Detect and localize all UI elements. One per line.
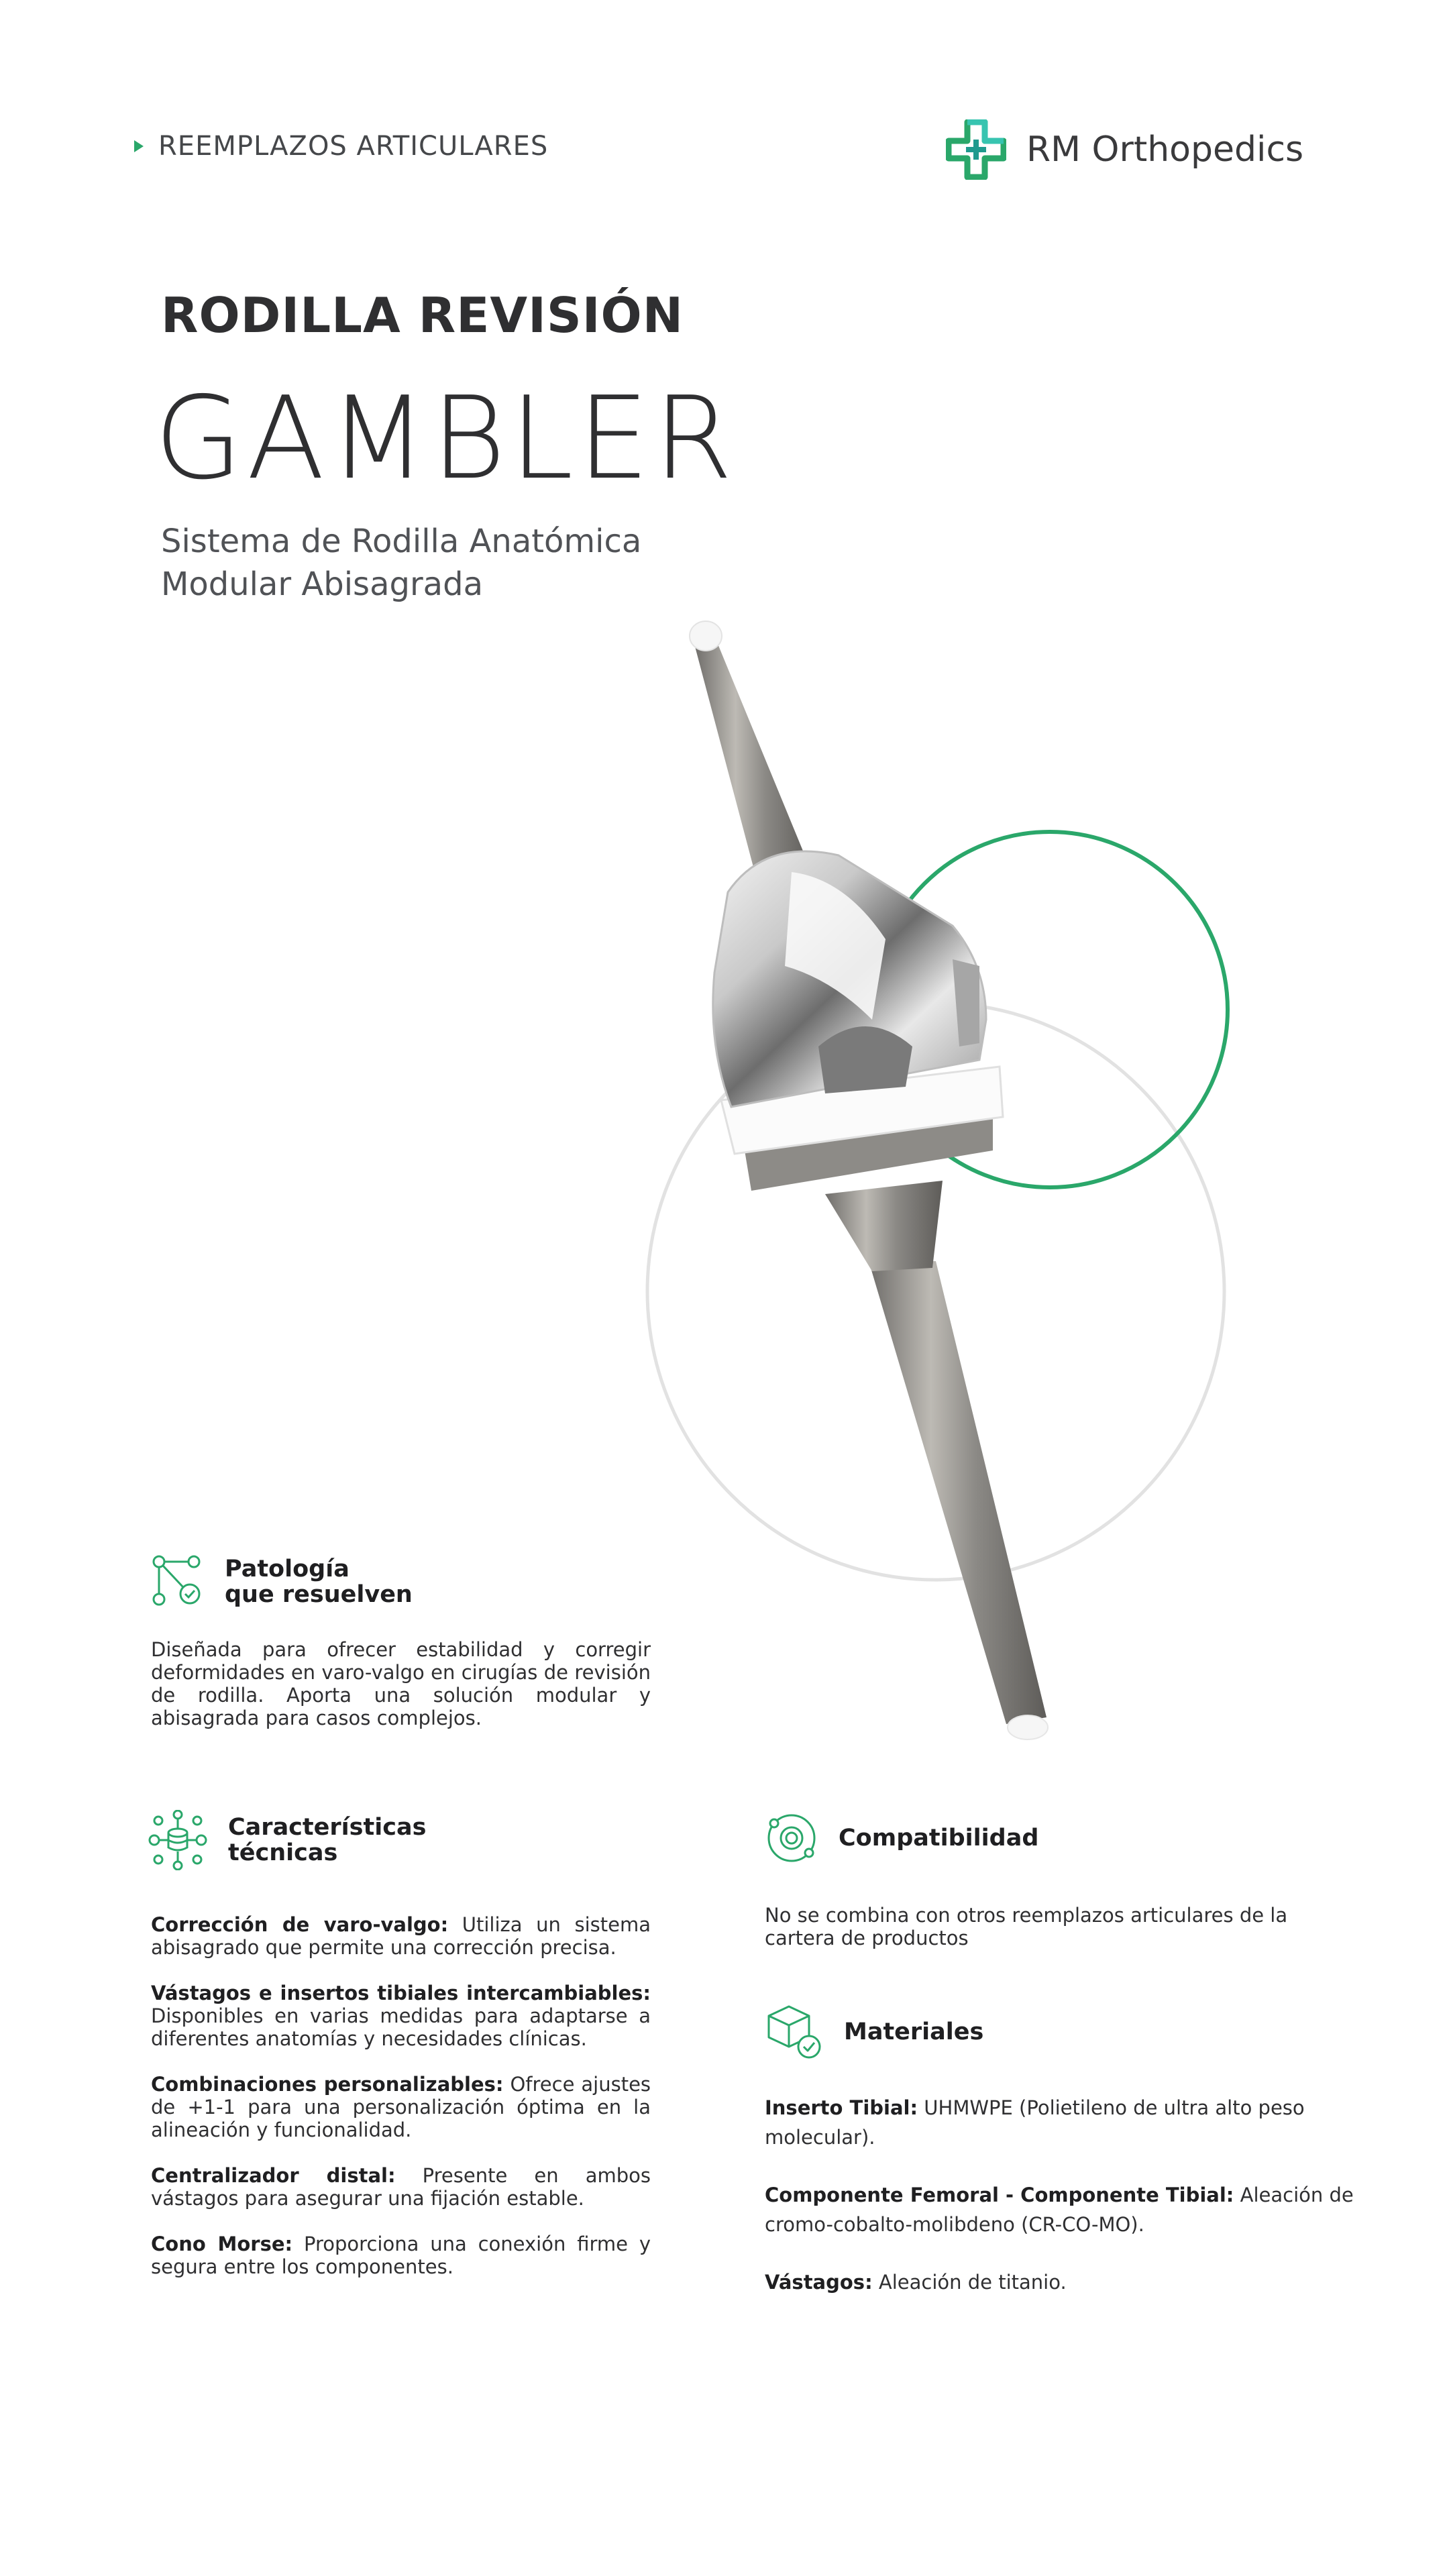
tagline-line: Sistema de Rodilla Anatómica <box>161 523 642 560</box>
material-term: Componente Femoral - Componente Tibial: <box>765 2184 1234 2206</box>
feature-desc: Ofrece ajustes de +1-1 para una personalización óptima en la alineación y funcionalidad. <box>151 2073 651 2141</box>
product-category-title: RODILLA REVISIÓN <box>161 287 684 343</box>
heading-line: Patología <box>225 1556 350 1582</box>
orbit-icon <box>765 1811 818 1865</box>
material-item <box>765 2093 1382 2152</box>
compatibilidad-heading-label: Compatibilidad <box>839 1825 1039 1851</box>
patologia-heading-label <box>225 1556 413 1607</box>
feature-term: Cono Morse: <box>151 2233 293 2255</box>
caracteristicas-list <box>151 1913 651 2301</box>
heading-line: que resuelven <box>225 1581 413 1608</box>
tagline-line: Modular Abisagrada <box>161 566 483 603</box>
compatibilidad-description: No se combina con otros reemplazos articulares de la cartera de productos <box>765 1904 1288 1949</box>
heading-line: Características <box>228 1814 427 1841</box>
category-text: REEMPLAZOS ARTICULARES <box>158 131 549 162</box>
patologia-description: Diseñada para ofrecer estabilidad y corregir deformidades en varo-valgo en cirugías de revisión de rodilla. Aporta una solución modular y abisagrada para casos complejos. <box>151 1638 651 1729</box>
feature-item <box>151 2073 651 2141</box>
feature-item <box>151 1913 651 1959</box>
box-check-icon <box>765 2002 824 2061</box>
femoral-component <box>713 851 986 1107</box>
caracteristicas-heading <box>148 1810 426 1870</box>
feature-term: Combinaciones personalizables: <box>151 2073 504 2096</box>
brand-name: RM Orthopedics <box>1026 129 1304 170</box>
materiales-list <box>765 2093 1382 2325</box>
feature-desc: Utiliza un sistema abisagrado que permite una corrección precisa. <box>151 1913 651 1959</box>
material-desc: UHMWPE (Polietileno de ultra alto peso molecular). <box>765 2096 1305 2149</box>
feature-term: Vástagos e insertos tibiales intercambiables: <box>151 1982 651 2004</box>
material-item <box>765 2180 1382 2239</box>
feature-desc: Presente en ambos vástagos para asegurar una fijación estable. <box>151 2164 651 2210</box>
feature-item <box>151 1982 651 2050</box>
patologia-heading <box>151 1555 413 1609</box>
femoral-stem <box>690 621 812 872</box>
product-name: GAMBLER <box>154 372 737 505</box>
feature-term: Corrección de varo-valgo: <box>151 1913 449 1936</box>
feature-desc: Proporciona una conexión firme y segura entre los componentes. <box>151 2233 651 2278</box>
material-desc: Aleación de cromo-cobalto-molibdeno (CR-CO-MO). <box>765 2184 1354 2236</box>
materiales-heading-label: Materiales <box>844 2019 984 2045</box>
tibial-stem <box>825 1181 1048 1739</box>
material-term: Vástagos: <box>765 2271 873 2294</box>
network-check-icon <box>151 1555 205 1609</box>
material-desc: Aleación de titanio. <box>878 2271 1067 2294</box>
compatibilidad-heading <box>765 1811 1038 1865</box>
feature-desc: Disponibles en varias medidas para adaptarse a diferentes anatomías y necesidades clínicas. <box>151 2004 651 2050</box>
feature-item <box>151 2233 651 2278</box>
feature-item <box>151 2164 651 2210</box>
feature-term: Centralizador distal: <box>151 2164 396 2187</box>
heading-line: técnicas <box>228 1839 338 1866</box>
materiales-heading <box>765 2002 983 2061</box>
material-item <box>765 2267 1382 2297</box>
database-hub-icon <box>148 1810 208 1870</box>
caracteristicas-heading-label <box>228 1815 426 1866</box>
material-term: Inserto Tibial: <box>765 2096 918 2119</box>
